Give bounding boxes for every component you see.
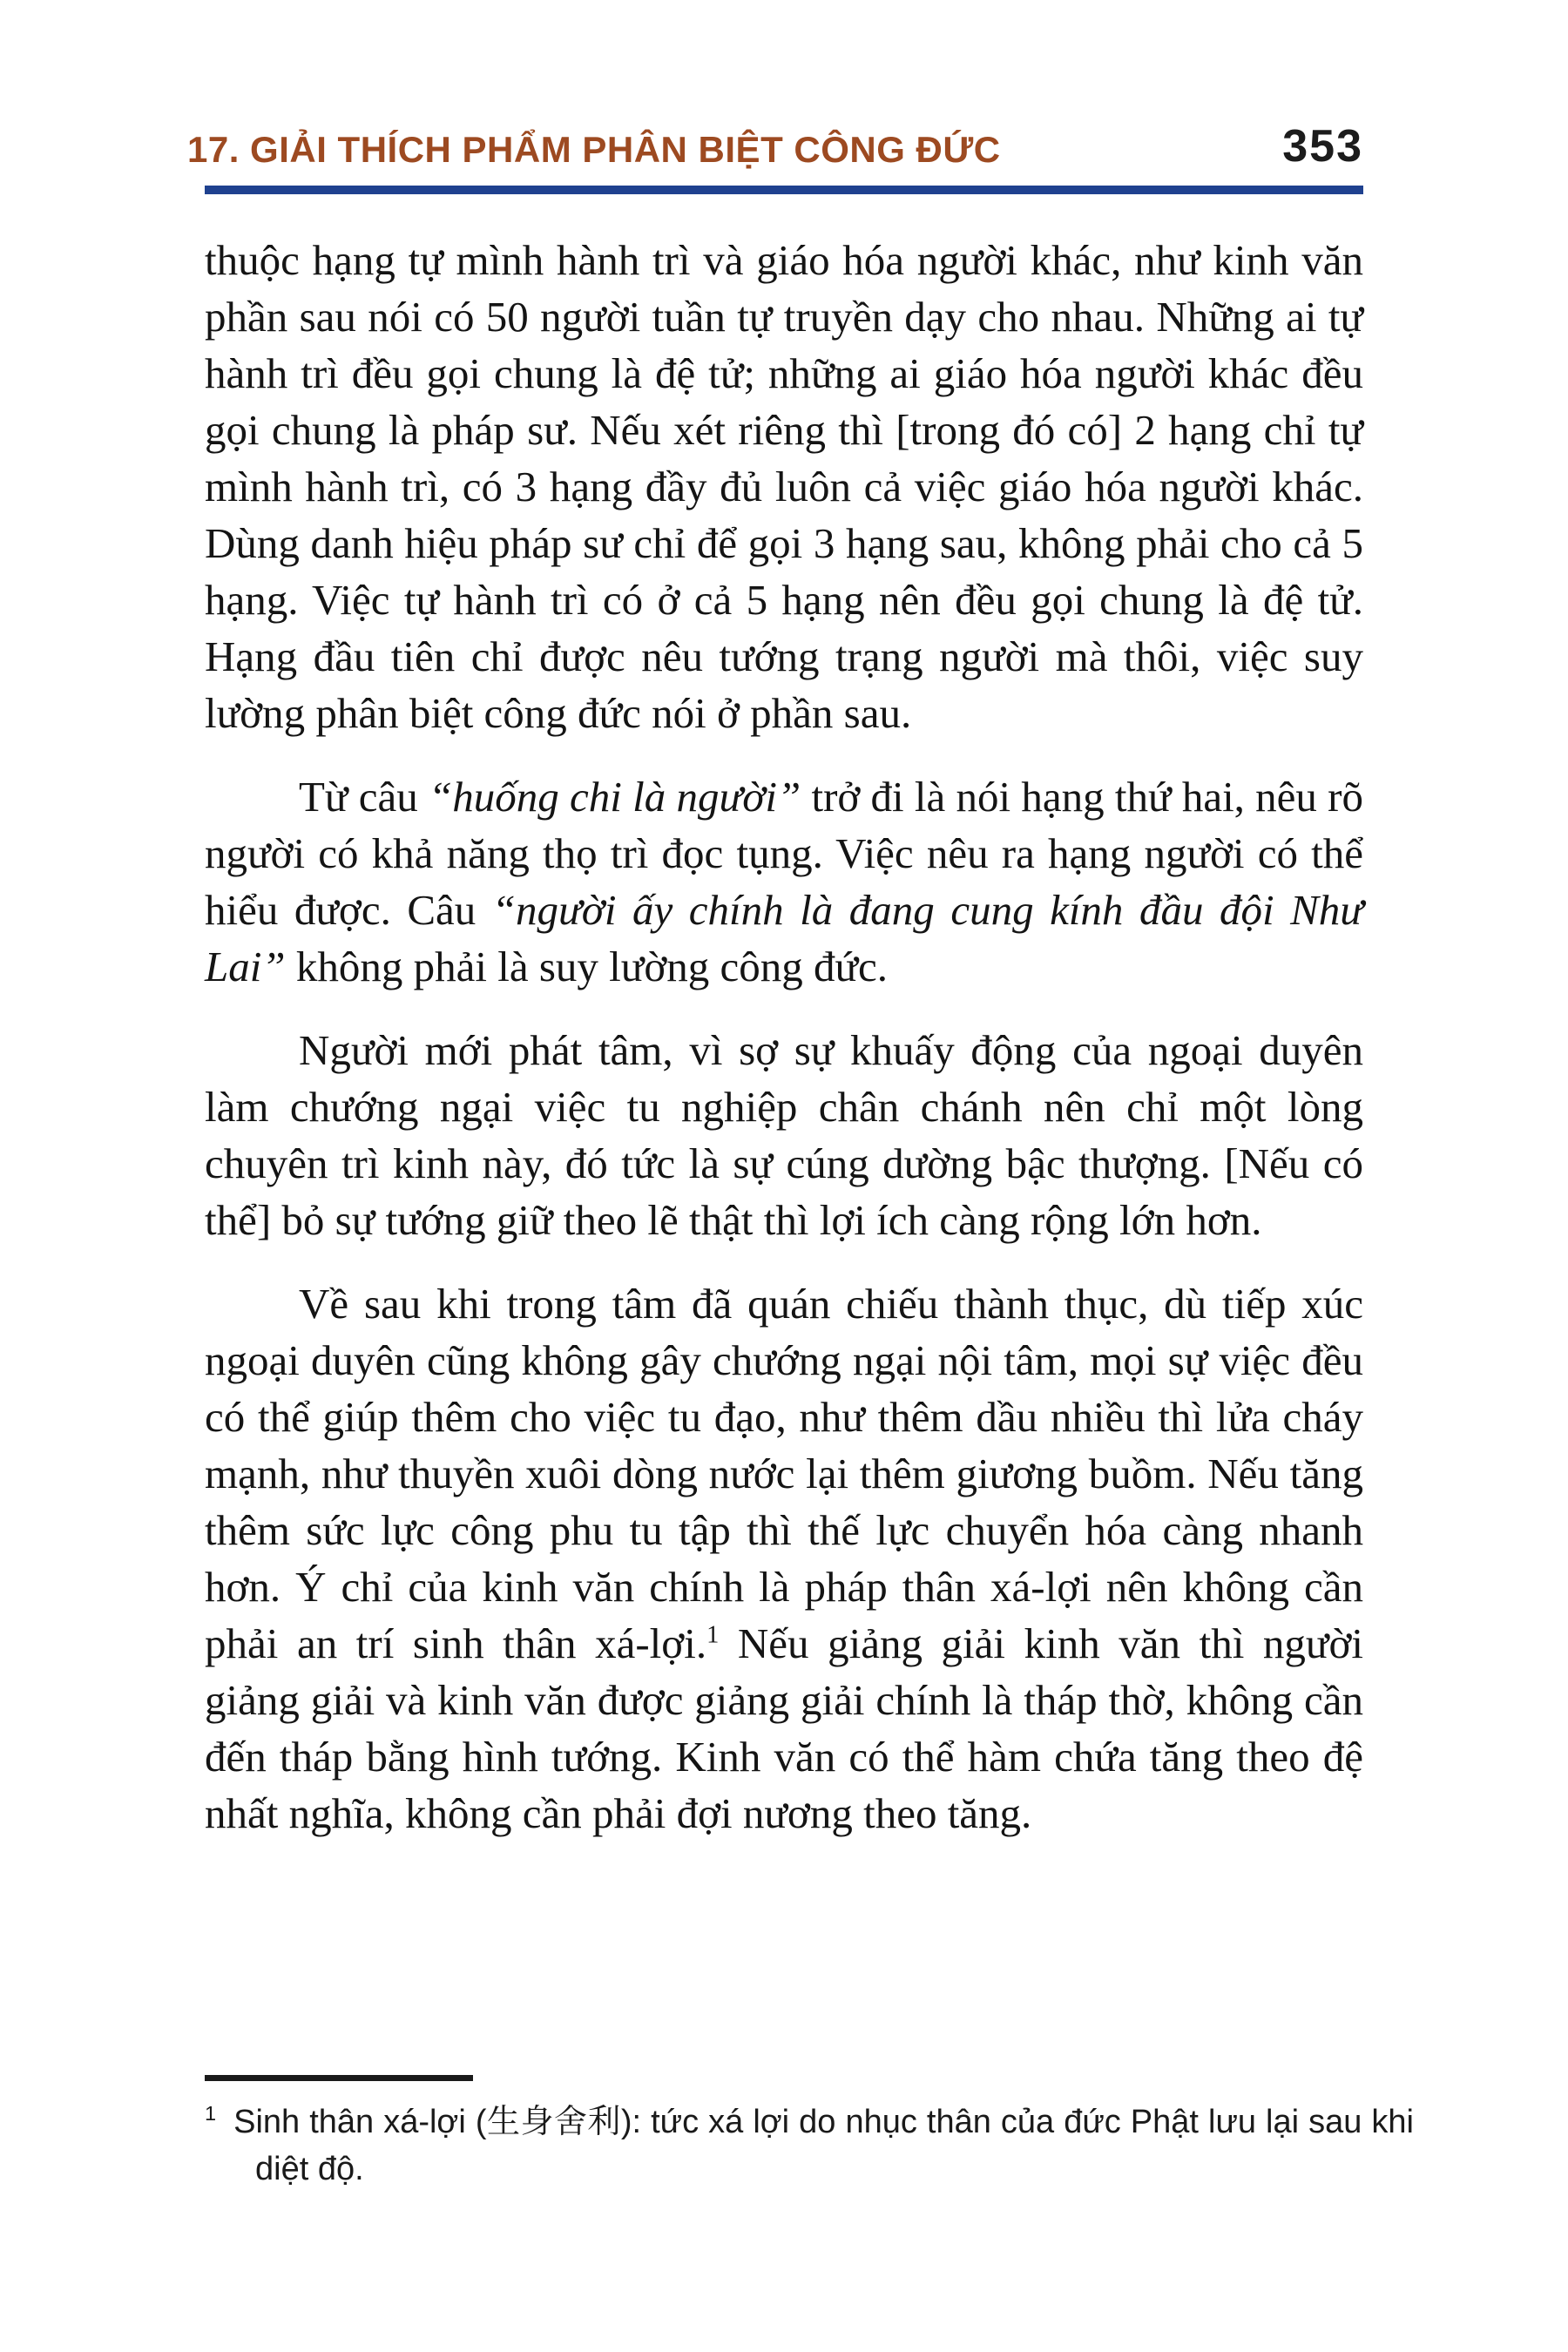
paragraph-4-text: Về sau khi trong tâm đã quán chiếu thành thục, dù tiếp xúc ngoại duyên cũng không gây chướng ngại nội tâm, mọi sự việc đều có thể giúp thêm cho việc tu đạo, như thêm dầu nhiều thì lửa cháy mạnh, như thuyền xuôi dòng nước lại thêm giương buồm. Nếu tăng thêm sức lực công phu tu tập thì thế lực chuyển hóa càng nhanh hơn. Ý chỉ của kinh văn chính là pháp thân xá-lợi nên không cần phải an trí sinh thân xá-lợi. (205, 1280, 1363, 1667)
footnote-separator-rule (205, 2075, 473, 2081)
paragraph-2-text: không phải là suy lường công đức. (285, 943, 889, 990)
paragraph-4 (205, 1275, 1363, 1842)
paragraph-4-text: Nếu giảng giải kinh văn thì người giảng giải và kinh văn được giảng giải chính là tháp thờ, không cần đến tháp bằng hình tướng. Kinh văn có thể hàm chứa tăng theo đệ nhất nghĩa, không cần phải đợi nương theo tăng. (205, 1619, 1364, 1837)
body-text (205, 232, 1363, 1869)
header-rule (205, 186, 1363, 194)
footnote-cjk-term: 生身舍利 (486, 2102, 621, 2140)
paragraph-2 (205, 768, 1363, 995)
quoted-phrase: “huống chi là người” (429, 773, 801, 821)
footnote-text: Sinh thân xá-lợi ( (233, 2104, 487, 2140)
footnote-reference: 1 (706, 1621, 720, 1649)
paragraph-2-text: Từ câu (299, 773, 429, 821)
paragraph-1-text: thuộc hạng tự mình hành trì và giáo hóa người khác, như kinh văn phần sau nói có 50 người tuần tự truyền dạy cho nhau. Những ai tự hành trì đều gọi chung là đệ tử; những ai giáo hóa người khác đều gọi chung là pháp sư. Nếu xét riêng thì [trong đó có] 2 hạng chỉ tự mình hành trì, có 3 hạng đầy đủ luôn cả việc giáo hóa người khác. Dùng danh hiệu pháp sư chỉ để gọi 3 hạng sau, không phải cho cả 5 hạng. Việc tự hành trì có ở cả 5 hạng nên đều gọi chung là đệ tử. Hạng đầu tiên chỉ được nêu tướng trạng người mà thôi, việc suy lường phân biệt công đức nói ở phần sau. (205, 236, 1363, 737)
page-number: 353 (1282, 121, 1363, 172)
footnote (205, 2098, 1414, 2193)
paragraph-3-text: Người mới phát tâm, vì sợ sự khuấy động của ngoại duyên làm chướng ngại việc tu nghiệp chân chánh nên chỉ một lòng chuyên trì kinh này, đó tức là sự cúng dường bậc thượng. [Nếu có thể] bỏ sự tướng giữ theo lẽ thật thì lợi ích càng rộng lớn hơn. (205, 1026, 1363, 1244)
paragraph-1 (205, 232, 1363, 741)
footnote-marker: 1 (205, 2102, 217, 2126)
quoted-phrase: “người ấy chính là đang cung kính đầu đội Như Lai” (205, 886, 1363, 990)
paragraph-2-text: trở đi là nói hạng thứ hai, nêu rõ người có khả năng thọ trì đọc tụng. Việc nêu ra hạng người có thể hiểu được. Câu (205, 773, 1363, 934)
paragraph-3 (205, 1022, 1363, 1248)
running-header-title: 17. GIẢI THÍCH PHẨM PHÂN BIỆT CÔNG ĐỨC (187, 129, 1001, 170)
footnote-text: ): tức xá lợi do nhục thân của đức Phật lưu lại sau khi diệt độ. (255, 2104, 1414, 2187)
